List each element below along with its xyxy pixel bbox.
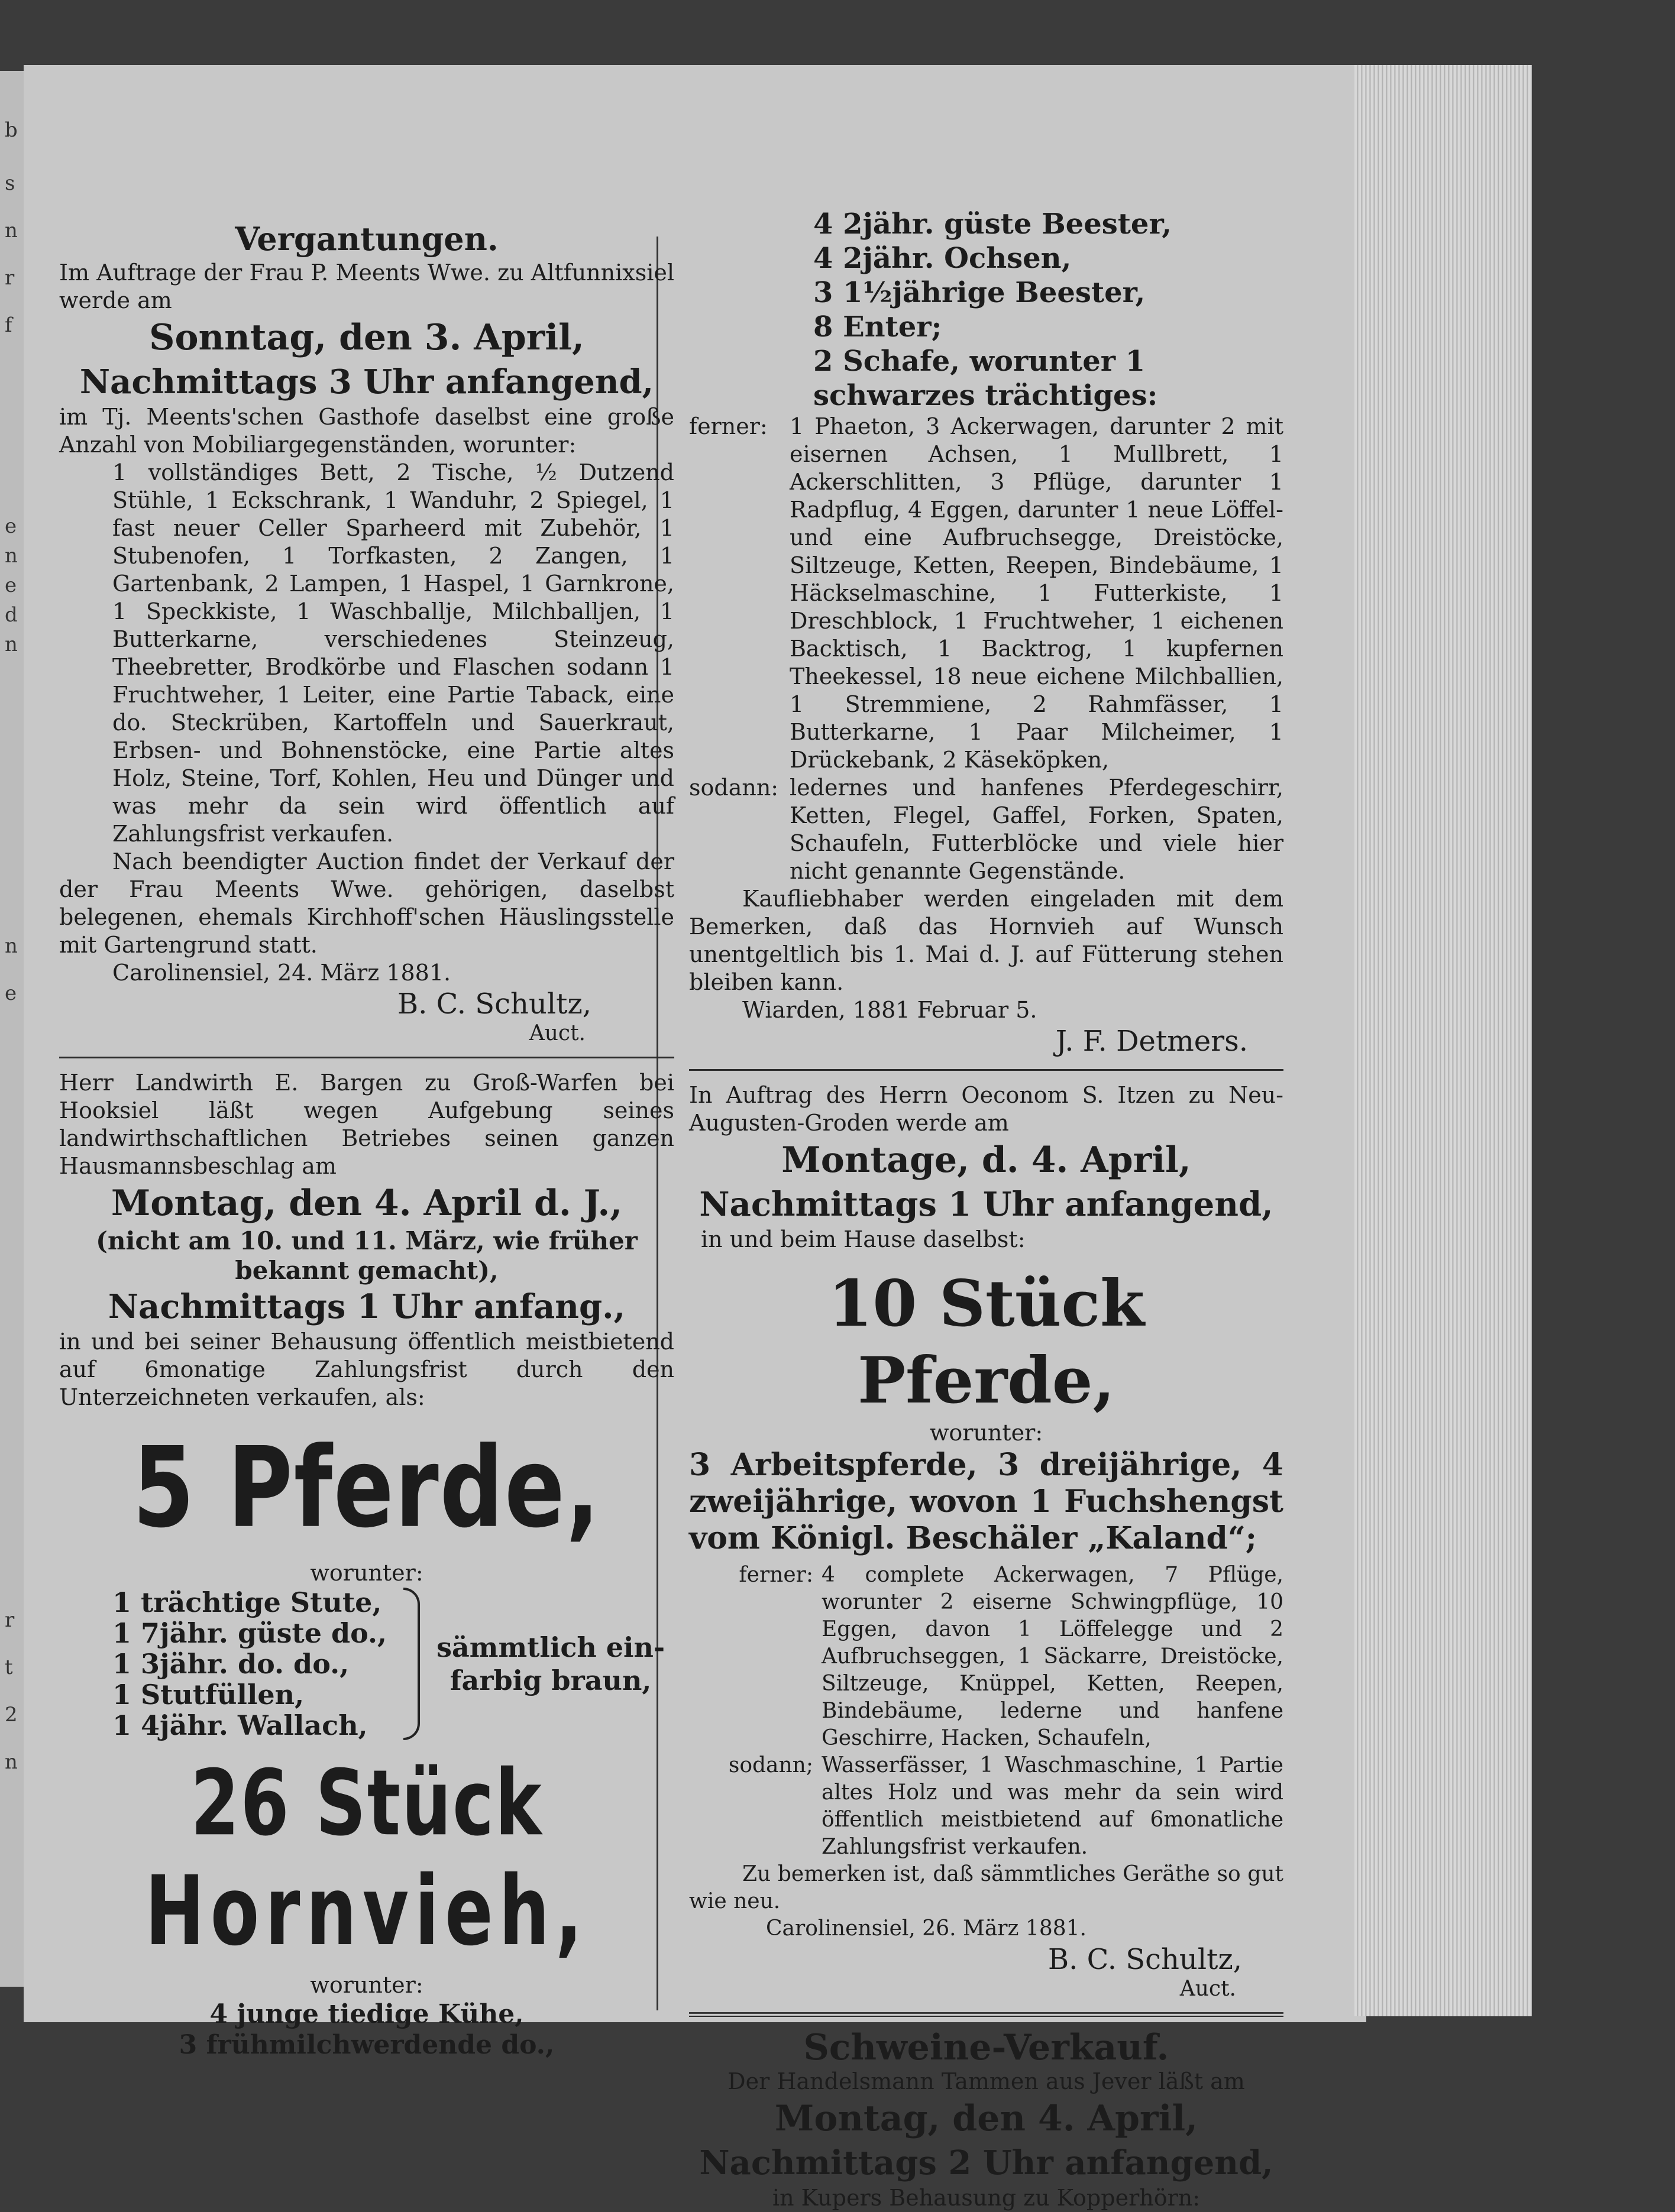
prev-page-fragment: 2 [5,1703,18,1727]
horse-list [112,1587,387,1741]
notice-signature: J. F. Detmers. [1055,1025,1248,1058]
notice-place: in Kupers Behausung zu Kopperhörn: [772,2185,1201,2211]
brace-note [436,1631,665,1697]
book-page-edges [1354,65,1532,2016]
prev-page-fragment: n [5,1750,18,1774]
headline-horses: 10 Stück Pferde, [828,1267,1144,1418]
notice-heading: Vergantungen. [235,220,499,258]
ferner-text: 1 Phaeton, 3 Ackerwagen, darunter 2 mit eisernen Achsen, 1 Mullbrett, 1 Ackerschlitten, 3 Pflüge, darunter 1 Radpflug, 4 Eggen, darunter 1 neue Löffel- und eine Aufbruchsegge, Dreistöcke, Siltzeuge, Ketten, Reepen, Bindebäume, 1 Häckselmaschine, 1 Futterkiste, 1 Dreschblock, 1 Fruchtweher, 1 eichenen Backtisch, 1 Backtrog, 1 kupfernen Theekessel, 18 neue eichene Milchballien, 1 Stremmiene, 2 Rahmfässer, 1 Butterkarne, 1 Paar Milcheimer, 1 Drückebank, 2 Käseköpken, [790,413,1283,773]
cattle-item: 2 Schafe, worunter 1 schwarzes trächtiges: [813,345,1158,412]
prev-page-fragment: t [5,1656,13,1679]
prev-page-fragment: n [5,934,18,958]
brace-symbol [403,1588,420,1740]
cattle-item: 4 junge tiedige Kühe, [209,1999,524,2029]
ferner-section [689,1562,1283,1752]
notice-time: Nachmittags 1 Uhr anfangend, [699,1185,1273,1224]
cattle-item: 4 2jähr. güste Beester, [813,208,1172,241]
prev-page-fragment: n [5,219,18,242]
ferner-label: ferner: [739,1563,813,1587]
ferner-text: 4 complete Ackerwagen, 7 Pflüge, worunter 2 eiserne Schwingpflüge, 10 Eggen, davon 1 Löffelegge und 2 Aufbruchseggen, 1 Säckarre, Dreistöcke, Siltzeuge, Knüppel, Ketten, Reepen, Bindebäume, lederne und hanfene Geschirre, Hacken, Schaufeln, [822,1563,1283,1750]
headline-cattle-count: 26 Stück [190,1750,543,1856]
notice-time: Nachmittags 3 Uhr anfangend, [79,362,654,401]
prev-page-fragment: n [5,544,18,568]
prev-page-fragment: n [5,633,18,656]
prev-page-fragment: s [5,171,15,195]
notice-note: Kaufliebhaber werden eingeladen mit dem Bemerken, daß das Hornvieh auf Wunsch unentgeltlich bis 1. Mai d. J. auf Fütterung stehen bleiben kann. [689,886,1283,995]
left-column [59,136,674,2061]
notice-dateline: Carolinensiel, 24. März 1881. [112,960,451,986]
horse-item: 1 4jähr. Wallach, [112,1709,368,1741]
notice-separator [689,1069,1283,1071]
notice-signature-title: Auct. [1179,1977,1236,2001]
notice-separator [59,1057,674,1058]
prev-page-fragment: d [5,603,18,627]
sodann-text: ledernes und hanfenes Pferdegeschirr, Ketten, Flegel, Gaffel, Forken, Spaten, Schaufeln, Futterblöcke und viele hier nicht genannte Gegenstände. [790,775,1283,884]
prev-page-fragment: e [5,514,17,538]
ferner-label: ferner: [689,413,768,439]
notice-place: im Tj. Meents'schen Gasthofe daselbst eine große Anzahl von Mobiliargegenständen, worunter: [59,404,674,458]
auction-notice-itzen [689,1081,1283,2002]
sodann-section [689,774,1283,885]
right-column [689,136,1283,2212]
notice-note: Nach beendigter Auction findet der Verkauf der der Frau Meents Wwe. gehörigen, daselbst belegenen, ehemals Kirchhoff'schen Häuslingsstelle mit Gartengrund statt. [59,848,674,958]
worunter-label: worunter: [929,1420,1043,1446]
notice-date: Montage, d. 4. April, [781,1139,1191,1181]
notice-intro: In Auftrag des Herrn Oeconom S. Itzen zu Neu-Augusten-Groden werde am [689,1082,1283,1136]
horse-item: 1 7jähr. güste do., [112,1617,387,1649]
notice-date: Montag, den 4. April, [774,2098,1198,2139]
notice-intro: Im Auftrage der Frau P. Meents Wwe. zu Altfunnixsiel werde am [59,260,674,313]
sodann-section [689,1752,1283,1861]
notice-separator [689,2012,1283,2017]
notice-place: in und bei seiner Behausung öffentlich meistbietend auf 6monatige Zahlungsfrist durch den Unterzeichneten verkaufen, als: [59,1329,674,1410]
cattle-item: 3 frühmilchwerdende do., [179,2030,555,2060]
notice-heading: Schweine-Verkauf. [803,2027,1169,2068]
notice-date: Sonntag, den 3. April, [149,317,584,358]
brace-note-line: sämmtlich ein- [436,1631,665,1663]
horse-list-block [112,1587,674,1741]
horses-description: 3 Arbeitspferde, 3 dreijährige, 4 zweijährige, wovon 1 Fuchshengst vom Königl. Beschäler „Kaland“; [689,1447,1283,1556]
headline-horses: 5 Pferde, [132,1424,601,1553]
prev-page-fragment: r [5,266,15,290]
notice-items: 1 vollständiges Bett, 2 Tische, ½ Dutzend Stühle, 1 Eckschrank, 1 Wanduhr, 2 Spiegel, 1 fast neuer Celler Sparheerd mit Zubehör, 1 Stubenofen, 1 Torfkasten, 2 Zangen, 1 Gartenbank, 2 Lampen, 1 Haspel, 1 Garnkrone, 1 Speckkiste, 1 Waschballje, Milchballjen, 1 Butterkarne, verschiedenes Steinzeug, Theebretter, Brodkörbe und Flaschen sodann 1 Fruchtweher, 1 Leiter, eine Partie Taback, eine do. Steckrüben, Kartoffeln und Sauerkraut, Erbsen- und Bohnenstöcke, eine Partie altes Holz, Steine, Torf, Kohlen, Heu und Dünger und was mehr da sein wird öffentlich auf Zahlungsfrist verkaufen. [112,459,674,847]
brace-note-line: farbig braun, [450,1664,652,1696]
notice-note: Zu bemerken ist, daß sämmtliches Geräthe so gut wie neu. [689,1862,1283,1913]
notice-intro: Herr Landwirth E. Bargen zu Groß-Warfen bei Hooksiel läßt wegen Aufgebung seines landwirthschaftlichen Betriebes seinen ganzen Hausmannsbeschlag am [59,1070,674,1179]
auction-notice-bargen [59,1069,674,2061]
horse-item: 1 3jähr. do. do., [112,1648,350,1680]
prev-page-fragment: r [5,1608,15,1632]
sodann-label: sodann: [689,775,779,801]
sodann-label: sodann; [728,1753,813,1777]
notice-dateline: Wiarden, 1881 Februar 5. [742,997,1037,1023]
horse-item: 1 Stutfüllen, [112,1679,305,1711]
cattle-item: 4 2jähr. Ochsen, [813,242,1072,275]
worunter-label: worunter: [310,1560,423,1586]
auction-notice-continued [689,207,1283,1058]
notice-signature: B. C. Schultz, [1047,1943,1242,1976]
notice-time: Nachmittags 2 Uhr anfangend, [699,2143,1273,2182]
prev-page-fragment: e [5,982,17,1005]
notice-place: in und beim Hause daselbst: [701,1226,1026,1252]
prev-page-fragment: f [5,313,12,337]
notice-signature-title: Auct. [529,1021,586,1045]
sodann-text: Wasserfässer, 1 Waschmaschine, 1 Partie altes Holz und was mehr da sein wird öffentlich meistbietend auf 6monatliche Zahlungsfrist verkaufen. [822,1753,1283,1859]
notice-date: Montag, den 4. April d. J., [111,1183,623,1224]
notice-intro: Der Handelsmann Tammen aus Jever läßt am [727,2068,1245,2094]
prev-page-fragment: b [5,118,18,142]
notice-time: Nachmittags 1 Uhr anfang., [108,1287,626,1326]
notice-dateline: Carolinensiel, 26. März 1881. [766,1916,1087,1941]
ferner-section [689,413,1283,774]
notice-signature: B. C. Schultz, [397,987,591,1021]
worunter-label: worunter: [310,1972,423,1998]
auction-notice-meents [59,219,674,1046]
cattle-item: 3 1½jährige Beester, [813,276,1146,309]
horse-item: 1 trächtige Stute, [112,1586,382,1618]
prev-page-fragment: e [5,574,17,597]
headline-cattle: Hornvieh, [145,1856,588,1968]
pig-sale-notice [689,2028,1283,2212]
notice-correction: (nicht am 10. und 11. März, wie früher bekannt gemacht), [96,1226,638,1285]
cattle-item: 8 Enter; [813,310,942,344]
